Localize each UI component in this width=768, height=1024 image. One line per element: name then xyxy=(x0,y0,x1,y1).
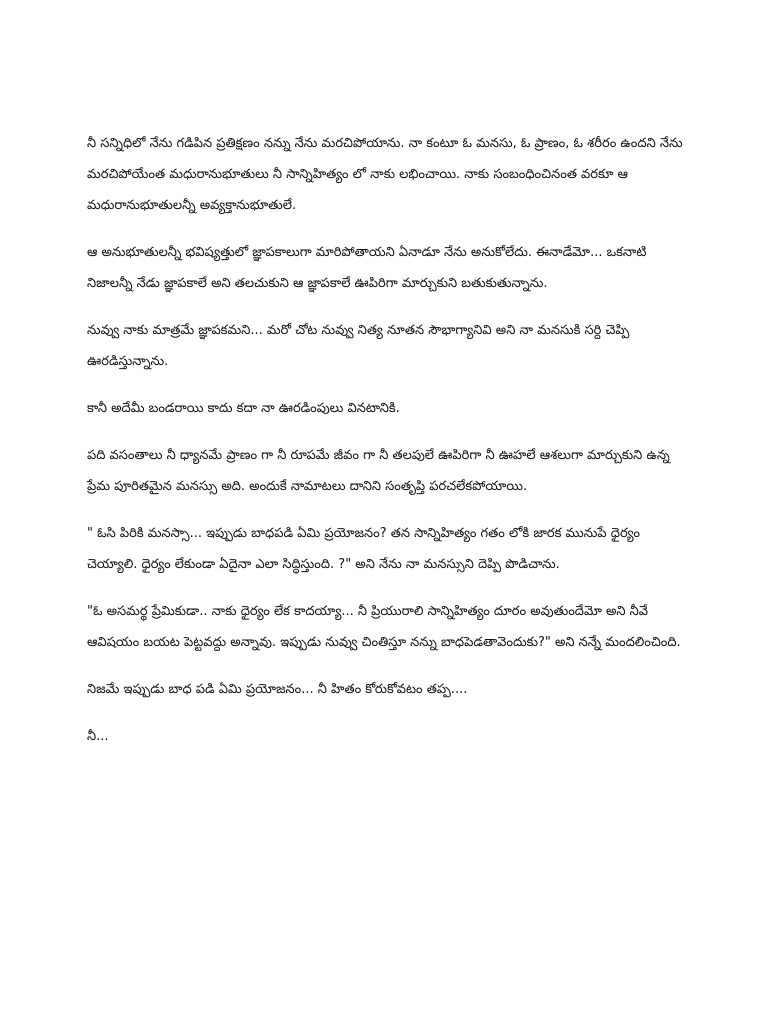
paragraph-6: " ఓసి పిరికి మనస్సా... ఇప్పుడు బాధపడి ఏమి ప్రయోజనం? తన సాన్నిహిత్యం గతం లోకి జారక మునుపే ధైర్యం చెయ్యాలి. ధైర్యం లేకుండా ఏదైనా ఎలా సిద్ధిస్తుంది. ?" అని నేను నా మనస్సుని దెప్పి పొడిచాను. xyxy=(87,526,640,572)
paragraph-3: నువ్వు నాకు మాత్రమే జ్ఞాపకమని... మరో చోట నువ్వు నిత్య నూతన సౌభాగ్యానివి అని నా మనసుకి సర్ది చెప్పి ఊరడిస్తున్నాను. xyxy=(87,323,630,369)
paragraph-8: నిజమే ఇప్పుడు బాధ పడి ఏమి ప్రయోజనం... నీ హితం కోరుకోవటం తప్ప.... xyxy=(87,682,468,697)
document-body xyxy=(87,128,687,768)
paragraph-7: "ఓ అసమర్థ ప్రేమికుడా.. నాకు ధైర్యం లేక కాదయ్యా... నీ ప్రియురాలి సాన్నిహిత్యం దూరం అవుతుందేమో అని నీవే ఆవిషయం బయట పెట్టవద్దు అన్నావు. ఇప్పుడు నువ్వు చింతిస్తూ నన్ను బాధపెడతావెందుకు?" అని నన్నే మందలించింది. xyxy=(87,604,681,650)
paragraph-5: పది వసంతాలు నీ ధ్యానమే ప్రాణం గా నీ రూపమే జీవం గా నీ తలపులే ఊపిరిగా నీ ఊహలే ఆశలుగా మార్చుకుని ఉన్న ప్రేమ పూరితమైన మనస్సు అది. అందుకే నామాటలు దానిని సంతృప్తి పరచలేకపోయాయి. xyxy=(87,448,670,494)
paragraph-4: కానీ అదేమీ బండరాయి కాదు కదా నా ఊరడింపులు వినటానికి. xyxy=(87,401,400,416)
paragraph-9: నీ... xyxy=(87,729,109,744)
paragraph-2: ఆ అనుభూతులన్నీ భవిష్యత్తులో జ్ఞాపకాలుగా మారిపోతాయని ఏనాడూ నేను అనుకోలేదు. ఈనాడేమో... ఒకనాటి నిజాలన్నీ నేడు జ్ఞాపకాలే అని తలచుకుని ఆ జ్ఞాపకాలే ఊపిరిగా మార్చుకుని బతుకుతున్నాను. xyxy=(87,245,647,291)
paragraph-1: నీ సన్నిధిలో నేను గడిపిన ప్రతిక్షణం నన్ను నేను మరచిపోయాను. నా కంటూ ఓ మనసు, ఓ ప్రాణం, ఓ శరీరం ఉందని నేను మరచిపోయేంత మధురానుభూతులు నీ సాన్నిహిత్యం లో నాకు లభించాయి. నాకు సంబంధించినంత వరకూ ఆ మధురానుభూతులన్నీ అవ్యక్తానుభూతులే. xyxy=(87,136,683,213)
